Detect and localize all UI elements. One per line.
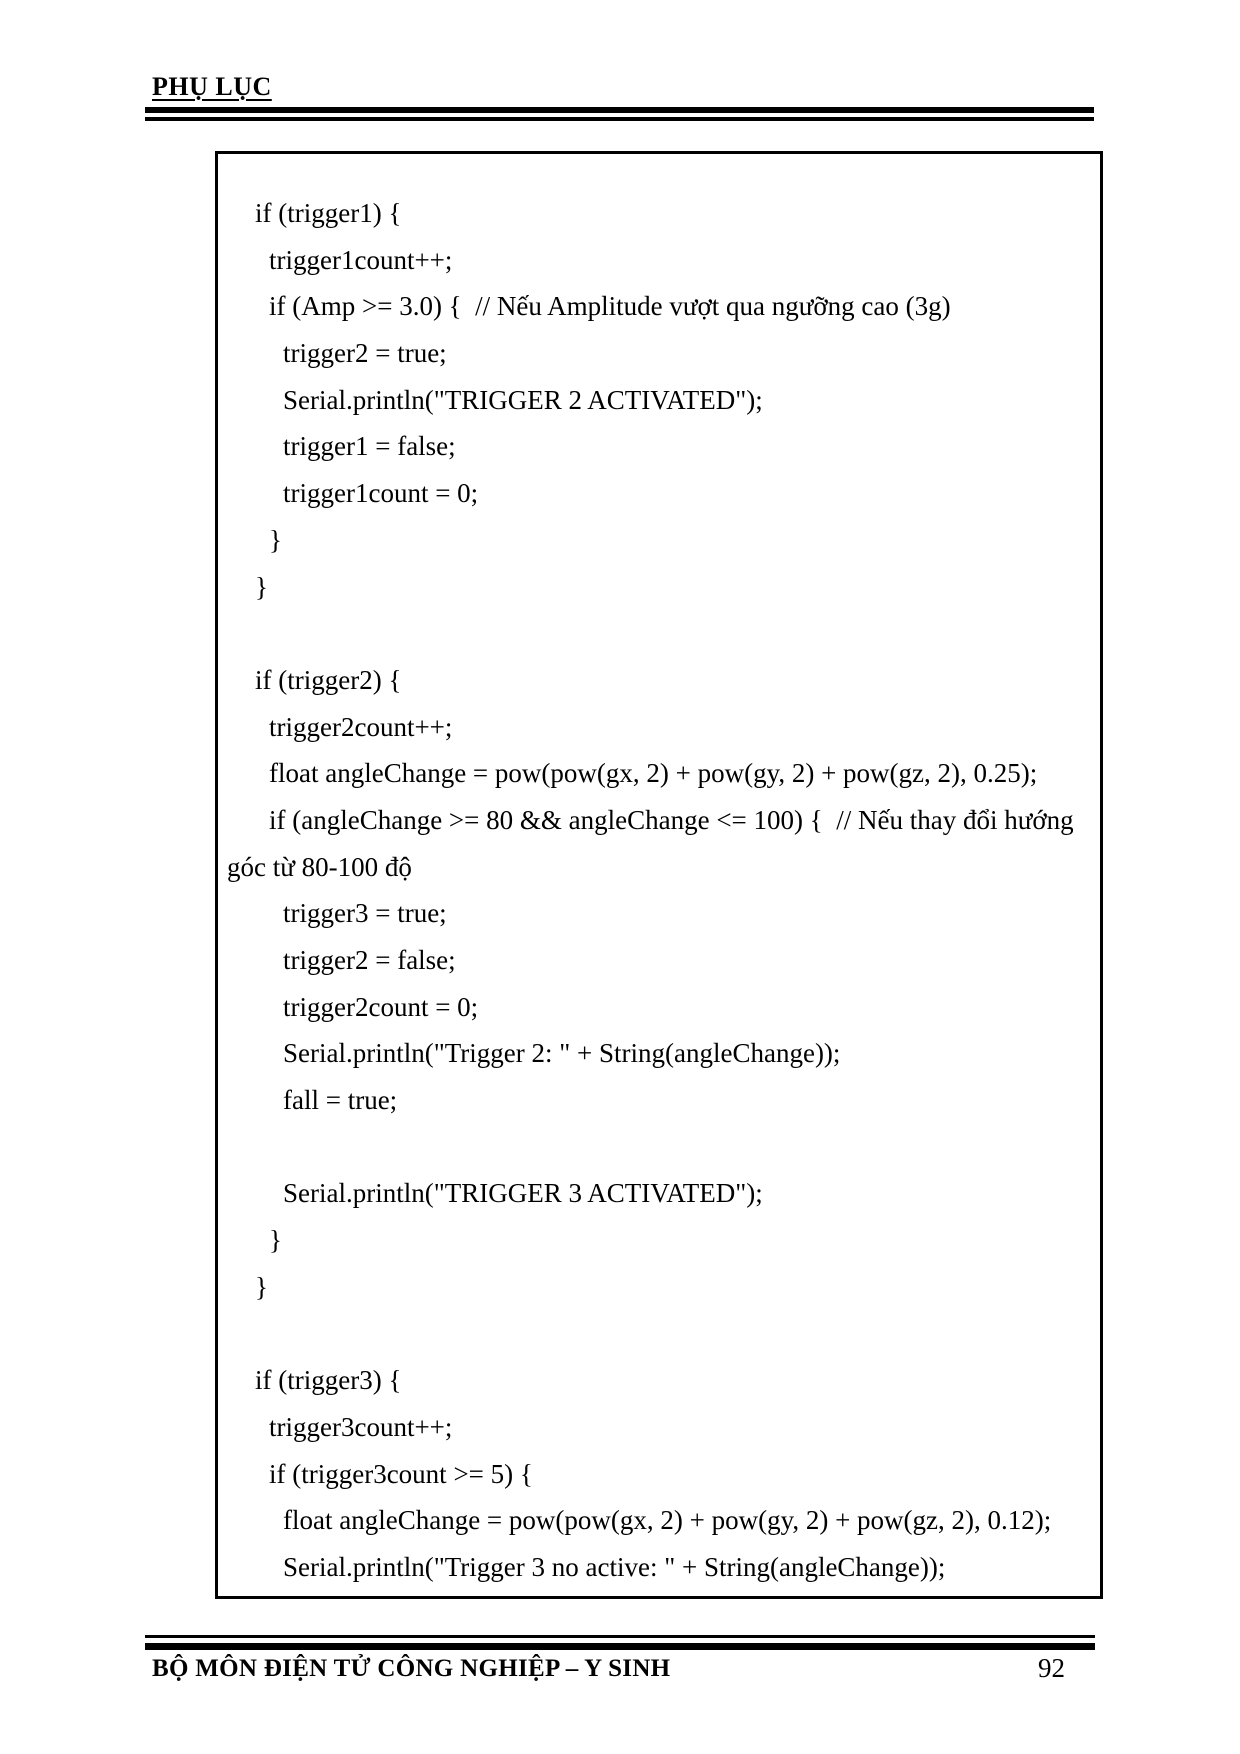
code-line xyxy=(227,1311,1100,1358)
code-line: trigger1count = 0; xyxy=(283,478,479,509)
header-rule-thin xyxy=(145,117,1094,121)
code-line: Serial.println("TRIGGER 3 ACTIVATED"); xyxy=(283,1178,763,1209)
code-line: } xyxy=(269,1225,282,1256)
code-line: } xyxy=(255,571,268,602)
code-line: } xyxy=(255,1271,268,1302)
footer-rule-thin xyxy=(145,1635,1095,1638)
code-line: trigger1count++; xyxy=(269,244,453,275)
code-line: trigger2count++; xyxy=(269,711,453,742)
code-line: trigger3 = true; xyxy=(283,898,447,929)
code-line: if (trigger3) { xyxy=(255,1365,402,1396)
code-line: trigger2 = true; xyxy=(283,338,447,369)
page-number: 92 xyxy=(1038,1653,1065,1683)
code-line: if (angleChange >= 80 && angleChange <= 100) { // Nếu thay đổi hướng xyxy=(269,804,1074,835)
code-line: trigger1 = false; xyxy=(283,431,456,462)
code-line: góc từ 80-100 độ xyxy=(227,851,412,882)
footer-department: BỘ MÔN ĐIỆN TỬ CÔNG NGHIỆP – Y SINH xyxy=(152,1655,671,1682)
code-line: if (trigger1) { xyxy=(255,198,402,228)
code-line: if (trigger3count >= 5) { xyxy=(269,1458,533,1489)
code-line: Serial.println("TRIGGER 2 ACTIVATED"); xyxy=(283,384,763,415)
code-box xyxy=(215,151,1103,1599)
footer-rule-thick xyxy=(145,1643,1095,1650)
header-rule-thick xyxy=(145,107,1094,113)
code-line xyxy=(227,1124,1100,1171)
code-line: trigger3count++; xyxy=(269,1411,453,1442)
code-line: } xyxy=(269,524,282,555)
code-line: fall = true; xyxy=(283,1085,398,1116)
code-line: trigger2 = false; xyxy=(283,945,456,975)
code-line: float angleChange = pow(pow(gx, 2) + pow(gy, 2) + pow(gz, 2), 0.12); xyxy=(283,1505,1052,1536)
code-line: float angleChange = pow(pow(gx, 2) + pow(gy, 2) + pow(gz, 2), 0.25); xyxy=(269,758,1038,789)
code-line xyxy=(227,610,1100,657)
code-line: if (Amp >= 3.0) { // Nếu Amplitude vượt qua ngưỡng cao (3g) xyxy=(269,291,951,322)
code-line: trigger2count = 0; xyxy=(283,991,479,1022)
code-line: Serial.println("Trigger 2: " + String(angleChange)); xyxy=(283,1038,841,1069)
page-title: PHỤ LỤC xyxy=(152,72,272,101)
code-line: if (trigger2) { xyxy=(255,664,402,695)
code-listing xyxy=(227,190,1100,1591)
code-line: Serial.println("Trigger 3 no active: " + String(angleChange)); xyxy=(283,1551,946,1582)
